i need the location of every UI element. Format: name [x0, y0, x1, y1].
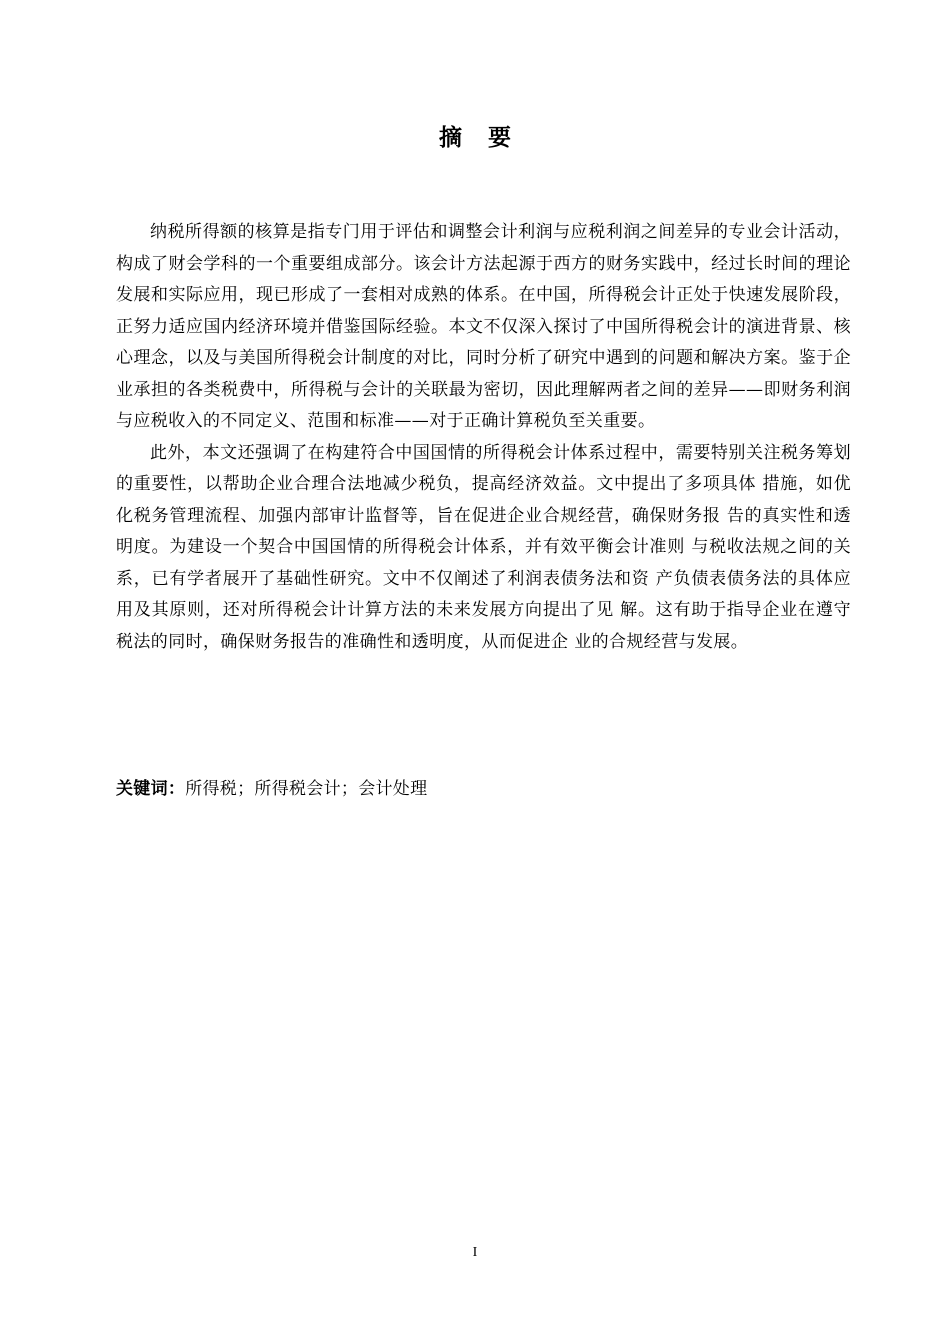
abstract-title-char-1: 摘: [439, 125, 462, 151]
abstract-paragraph-2: 此外，本文还强调了在构建符合中国国情的所得税会计体系过程中，需要特别关注税务筹划的重要性，以帮助企业合理合法地减少税负，提高经济效益。文中提出了多项具体 措施，如优化税务管理流程、加强内部审计监督等，旨在促进企业合规经营，确保财务报 告的真实性和透明度。为建设一个契合中国国情的所得税会计体系，并有效平衡会计准则 与税收法规之间的关系，已有学者展开了基础性研究。文中不仅阐述了利润表债务法和资 产负债表债务法的具体应用及其原则，还对所得税会计计算方法的未来发展方向提出了见 解。这有助于指导企业在遵守税法的同时，确保财务报告的准确性和透明度，从而促进企 业的合规经营与发展。: [116, 442, 851, 652]
keywords-line: [116, 774, 427, 804]
keywords-label: 关键词：: [116, 779, 186, 799]
page-number: I: [472, 1245, 478, 1260]
abstract-title-char-2: 要: [488, 125, 511, 151]
abstract-paragraph-1: 纳税所得额的核算是指专门用于评估和调整会计利润与应税利润之间差异的专业会计活动，构成了财会学科的一个重要组成部分。该会计方法起源于西方的财务实践中，经过长时间的理论发展和实际应用，现已形成了一套相对成熟的体系。在中国，所得税会计正处于快速发展阶段，正努力适应国内经济环境并借鉴国际经验。本文不仅深入探讨了中国所得税会计的演进背景、核心理念，以及与美国所得税会计制度的对比，同时分析了研究中遇到的问题和解决方案。鉴于企业承担的各类税费中，所得税与会计的关联最为密切，因此理解两者之间的差异——即财务利润与应税收入的不同定义、范围和标准——对于正确计算税负至关重要。: [116, 222, 851, 431]
keywords-value: 所得税；所得税会计；会计处理: [185, 779, 428, 799]
abstract-title: [0, 122, 950, 154]
abstract-body: [116, 217, 851, 658]
